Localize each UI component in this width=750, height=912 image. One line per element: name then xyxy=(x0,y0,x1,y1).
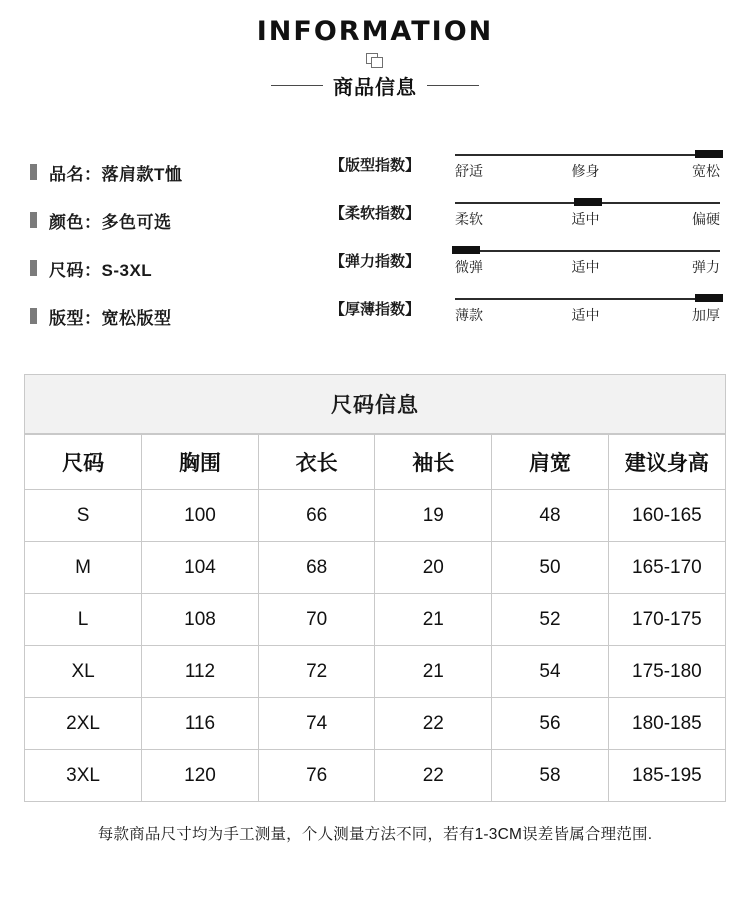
table-body xyxy=(25,490,725,802)
size-table-container xyxy=(24,374,726,802)
meter-track xyxy=(455,250,720,252)
meter-tick-label: 适中 xyxy=(571,259,600,275)
meter-knob xyxy=(574,198,602,206)
page-title-en: INFORMATION xyxy=(256,16,494,47)
square-overlap-icon xyxy=(0,53,750,69)
table-header-cell: 袖长 xyxy=(375,435,492,490)
table-cell: 108 xyxy=(142,594,259,646)
meter-tick-label: 宽松 xyxy=(692,163,720,179)
divider-right xyxy=(427,85,479,86)
table-cell: 19 xyxy=(375,490,492,542)
index-row-thickness xyxy=(330,294,720,342)
meter-tick-label: 偏硬 xyxy=(692,211,720,227)
table-cell: 52 xyxy=(492,594,609,646)
meter-knob xyxy=(452,246,480,254)
index-meter xyxy=(455,246,720,277)
product-attribute-label: 颜色：多色可选 xyxy=(49,212,172,232)
table-header-row xyxy=(25,435,725,490)
list-item xyxy=(30,196,330,244)
meter-knob xyxy=(695,150,723,158)
meter-tick-label: 柔软 xyxy=(455,211,483,227)
table-cell: 21 xyxy=(375,646,492,698)
meter-tick-label: 修身 xyxy=(571,163,600,179)
page-subtitle-row xyxy=(0,71,750,100)
product-attributes-list xyxy=(30,148,330,342)
product-attribute-label: 版型：宽松版型 xyxy=(49,308,172,328)
table-header-cell: 尺码 xyxy=(25,435,142,490)
size-table-title: 尺码信息 xyxy=(25,375,725,434)
list-item xyxy=(30,244,330,292)
meter-track xyxy=(455,202,720,204)
table-cell: 58 xyxy=(492,750,609,802)
page-title-cn: 商品信息 xyxy=(333,77,417,99)
index-meters xyxy=(330,148,720,342)
table-cell: L xyxy=(25,594,142,646)
bullet-icon xyxy=(30,308,37,324)
meter-ticks xyxy=(455,257,720,277)
table-cell: 160-165 xyxy=(608,490,725,542)
meter-ticks xyxy=(455,161,720,181)
divider-left xyxy=(271,85,323,86)
table-cell: 104 xyxy=(142,542,259,594)
meter-tick-label: 舒适 xyxy=(455,163,483,179)
index-row-elasticity xyxy=(330,246,720,294)
meter-tick-label: 适中 xyxy=(571,211,600,227)
product-attribute-label: 尺码：S-3XL xyxy=(49,260,153,280)
table-cell: 116 xyxy=(142,698,259,750)
meter-tick-label: 适中 xyxy=(571,307,600,323)
index-label: 【弹力指数】 xyxy=(330,253,421,270)
meter-track xyxy=(455,154,720,156)
table-header-cell: 建议身高 xyxy=(608,435,725,490)
meter-tick-label: 弹力 xyxy=(692,259,720,275)
table-row xyxy=(25,594,725,646)
table-cell: 112 xyxy=(142,646,259,698)
table-row xyxy=(25,646,725,698)
list-item xyxy=(30,148,330,196)
table-cell: S xyxy=(25,490,142,542)
index-meter xyxy=(455,150,720,181)
table-cell: 50 xyxy=(492,542,609,594)
index-label: 【厚薄指数】 xyxy=(330,301,421,318)
table-header-cell: 衣长 xyxy=(258,435,375,490)
size-table xyxy=(25,434,725,801)
table-header-cell: 胸围 xyxy=(142,435,259,490)
table-cell: 72 xyxy=(258,646,375,698)
bullet-icon xyxy=(30,212,37,228)
table-cell: 70 xyxy=(258,594,375,646)
table-cell: 74 xyxy=(258,698,375,750)
table-cell: 120 xyxy=(142,750,259,802)
meter-knob xyxy=(695,294,723,302)
index-meter xyxy=(455,294,720,325)
table-row xyxy=(25,698,725,750)
table-cell: 170-175 xyxy=(608,594,725,646)
table-cell: XL xyxy=(25,646,142,698)
table-cell: 2XL xyxy=(25,698,142,750)
table-cell: 22 xyxy=(375,750,492,802)
table-cell: 54 xyxy=(492,646,609,698)
table-cell: 66 xyxy=(258,490,375,542)
meter-tick-label: 微弹 xyxy=(455,259,483,275)
table-row xyxy=(25,542,725,594)
table-cell: 20 xyxy=(375,542,492,594)
meter-tick-label: 薄款 xyxy=(455,307,483,323)
table-header-cell: 肩宽 xyxy=(492,435,609,490)
product-attribute-label: 品名：落肩款T恤 xyxy=(49,164,183,184)
info-section xyxy=(0,148,750,342)
meter-tick-label: 加厚 xyxy=(692,307,720,323)
table-cell: M xyxy=(25,542,142,594)
table-cell: 175-180 xyxy=(608,646,725,698)
list-item xyxy=(30,292,330,340)
index-label: 【版型指数】 xyxy=(330,157,421,174)
index-row-softness xyxy=(330,198,720,246)
table-cell: 48 xyxy=(492,490,609,542)
meter-ticks xyxy=(455,209,720,229)
table-cell: 21 xyxy=(375,594,492,646)
table-cell: 100 xyxy=(142,490,259,542)
bullet-icon xyxy=(30,260,37,276)
table-cell: 3XL xyxy=(25,750,142,802)
table-cell: 56 xyxy=(492,698,609,750)
table-cell: 185-195 xyxy=(608,750,725,802)
table-cell: 180-185 xyxy=(608,698,725,750)
index-meter xyxy=(455,198,720,229)
table-cell: 165-170 xyxy=(608,542,725,594)
table-row xyxy=(25,490,725,542)
table-cell: 22 xyxy=(375,698,492,750)
table-row xyxy=(25,750,725,802)
page-header xyxy=(0,0,750,100)
meter-ticks xyxy=(455,305,720,325)
bullet-icon xyxy=(30,164,37,180)
table-cell: 68 xyxy=(258,542,375,594)
table-cell: 76 xyxy=(258,750,375,802)
index-row-fit xyxy=(330,150,720,198)
meter-track xyxy=(455,298,720,300)
index-label: 【柔软指数】 xyxy=(330,205,421,222)
measurement-note: 每款商品尺寸均为手工测量，个人测量方法不同，若有1-3CM误差皆属合理范围. xyxy=(97,826,653,843)
